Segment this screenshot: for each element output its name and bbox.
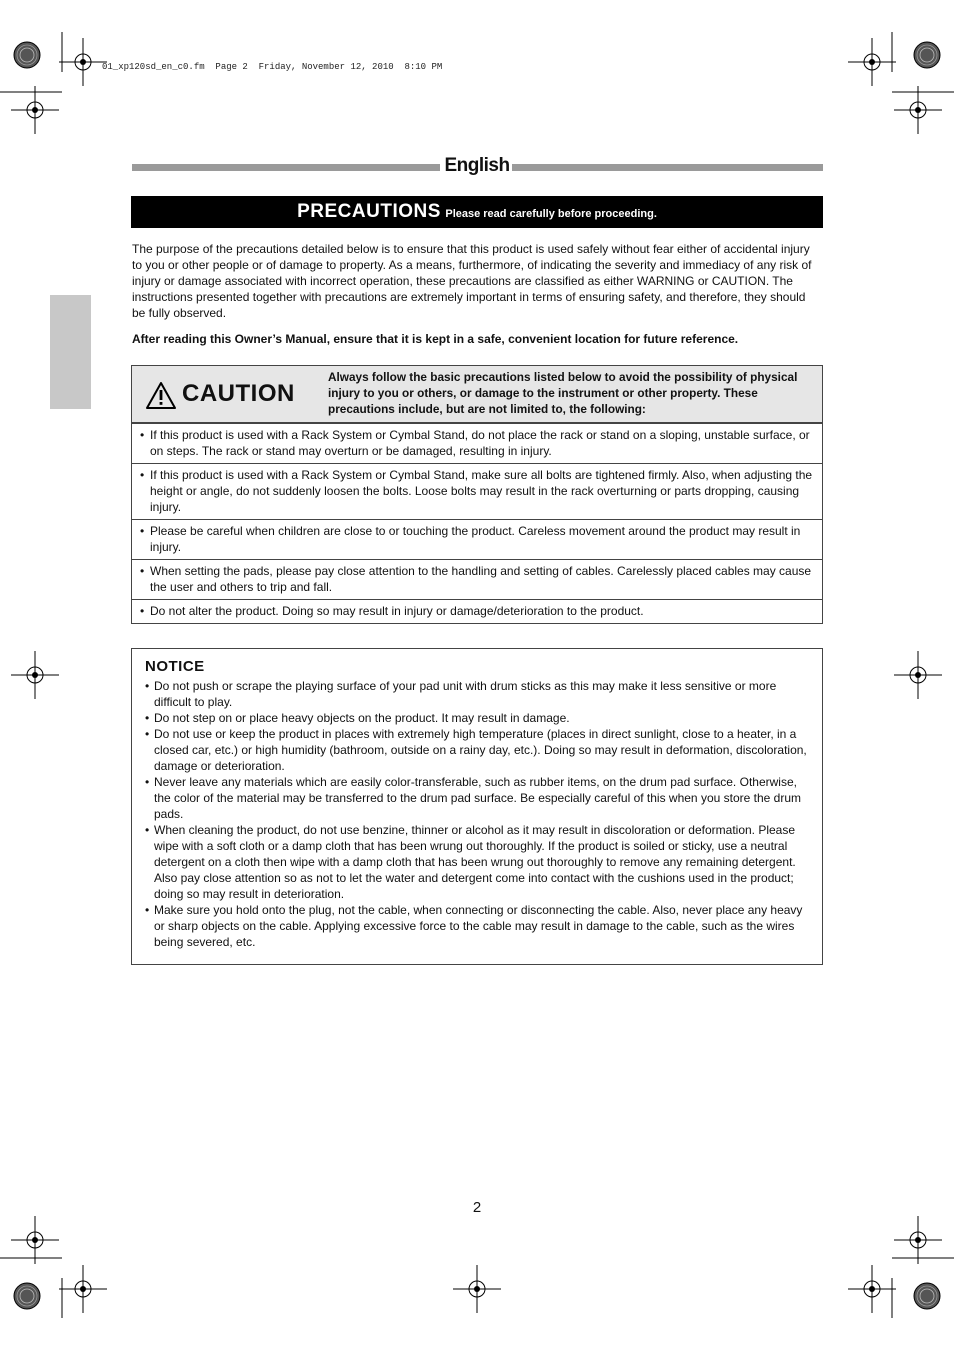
caution-header xyxy=(132,366,822,423)
precautions-subtitle: Please read carefully before proceeding. xyxy=(445,208,657,220)
file-header: 01_xp120sd_en_c0.fm Page 2 Friday, November 12, 2010 8:10 PM xyxy=(102,62,443,72)
notice-item: • Do not step on or place heavy objects on the product. It may result in damage. xyxy=(145,710,811,726)
caution-box xyxy=(131,365,823,624)
notice-list xyxy=(145,678,811,950)
notice-item: • When cleaning the product, do not use benzine, thinner or alcohol as it may result in discoloration or deformation. Please wipe with a soft cloth or a damp cloth that has been wrung out thoroughly. If the product is soiled or sticky, use a neutral detergent on a cloth then wipe with a damp cloth that has been wrung out thoroughly to remove any remaining detergent. Also pay close attention so as not to let the water and detergent come into contact with the cushions used in the product; doing so may result in deterioration. xyxy=(145,822,811,902)
notice-item: • Do not push or scrape the playing surface of your pad unit with drum sticks as this may make it less sensitive or more difficult to play. xyxy=(145,678,811,710)
precautions-title: PRECAUTIONS xyxy=(297,201,441,222)
section-title: English xyxy=(444,155,510,176)
notice-box xyxy=(131,648,823,965)
caution-item: • If this product is used with a Rack System or Cymbal Stand, do not place the rack or stand on a sloping, unstable surface, or on steps. The rack or stand may overturn or be damaged, resulting in injury. xyxy=(132,423,822,463)
notice-heading: NOTICE xyxy=(145,658,205,675)
notice-item: • Never leave any materials which are easily color-transferable, such as rubber items, on the drum pad surface. Otherwise, the color of the material may be transferred to the drum pad surface. Be especially careful of this when you store the drum pads. xyxy=(145,774,811,822)
caution-item: • When setting the pads, please pay close attention to the handling and setting of cables. Carelessly placed cables may cause the user and others to trip and fall. xyxy=(132,559,822,599)
title-rule-left xyxy=(132,164,440,171)
caution-item: • Do not alter the product. Doing so may result in injury or damage/deterioration to the product. xyxy=(132,599,822,623)
caution-description: Always follow the basic precautions listed below to avoid the possibility of physical injury to you or others, or damage to the instrument or other property. These precautions include, but are not limited to, the following: xyxy=(328,370,798,416)
warning-triangle-icon xyxy=(145,381,177,410)
page-number: 2 xyxy=(472,1199,482,1216)
caution-item: • If this product is used with a Rack System or Cymbal Stand, make sure all bolts are tightened firmly. Also, when adjusting the height or angle, do not suddenly loosen the bolts. Loose bolts may result in the rack overturning or parts dropping, causing injury. xyxy=(132,463,822,519)
notice-item: • Make sure you hold onto the plug, not the cable, when connecting or disconnecting the cable. Also, never place any heavy or sharp objects on the cable. Applying excessive force to the cable may result in damage to the cable, such as the wires being severed, etc. xyxy=(145,902,811,950)
caution-item: • Please be careful when children are close to or touching the product. Careless movement around the product may result in injury. xyxy=(132,519,822,559)
intro-bold-paragraph: After reading this Owner’s Manual, ensure that it is kept in a safe, convenient location for future reference. xyxy=(132,332,739,346)
notice-item: • Do not use or keep the product in places with extremely high temperature (places in direct sunlight, close to a heater, in a closed car, etc.) or high humidity (bathroom, outside on a rainy day, etc.). Doing so may result in deformation, discoloration, damage or deterioration. xyxy=(145,726,811,774)
title-rule-right xyxy=(512,164,823,171)
side-language-tab xyxy=(50,295,91,409)
precautions-banner xyxy=(131,196,823,228)
caution-heading: CAUTION xyxy=(182,380,295,407)
intro-paragraph: The purpose of the precautions detailed below is to ensure that this product is used safely without fear either of accidental injury to you or other people or of damage to property. As a means, furthermore, of indicating the severity and immediacy of any risk of injury or damage associated with incorrect operation, these precautions are classified as either WARNING or CAUTION. The instructions presented together with precautions are extremely important in terms of ensuring safety, and therefore, they should be fully observed. xyxy=(132,242,812,320)
